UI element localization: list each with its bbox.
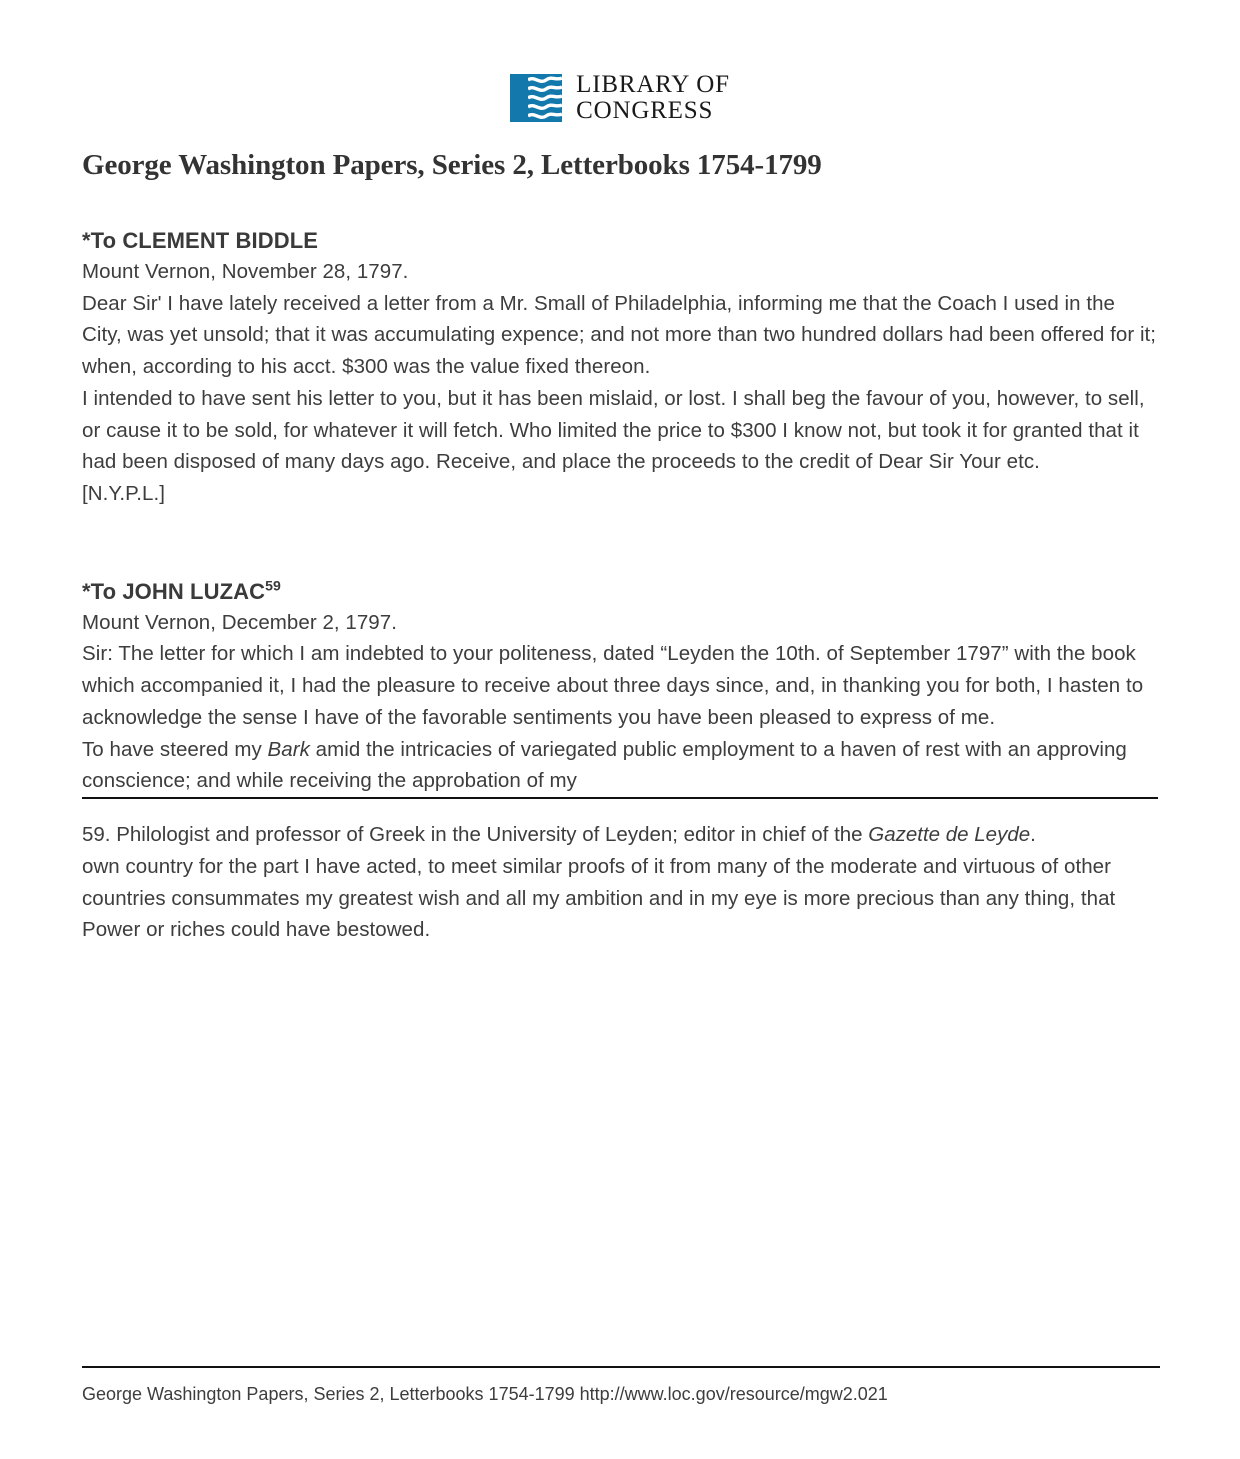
logo-line-1: LIBRARY OF bbox=[576, 71, 730, 98]
dateline-clement-biddle: Mount Vernon, November 28, 1797. bbox=[82, 259, 409, 283]
page-title: George Washington Papers, Series 2, Letterbooks 1754-1799 bbox=[82, 149, 822, 181]
bark-paragraph bbox=[82, 734, 1158, 798]
page-footer bbox=[82, 1366, 1160, 1407]
bark-italic-term: Bark bbox=[267, 737, 310, 761]
footnote-text-before: 59. Philologist and professor of Greek in the University of Leyden; editor in chief of the bbox=[82, 823, 869, 847]
library-of-congress-flag-icon bbox=[510, 74, 562, 122]
letter-paragraph: Sir: The letter for which I am indebted to your politeness, dated “Leyden the 10th. of September 1797” with the book which accompanied it, I had the pleasure to receive about three days since, and, in thanking you for both, I hasten to acknowledge the sense I have of the favorable sentiments you have been pleased to express of me. bbox=[82, 642, 1144, 729]
continuation-paragraph: own country for the part I have acted, to meet similar proofs of it from many of the moderate and virtuous of other countries consummates my greatest wish and all my ambition and in my eye is more precious than any thing, that Power or riches could have bestowed. bbox=[82, 854, 1116, 942]
logo-group bbox=[510, 72, 730, 123]
letter-paragraph: I intended to have sent his letter to you, but it has been mislaid, or lost. I shall beg the favour of you, however, to sell, or cause it to be sold, for whatever it will fetch. Who limited the price to $300 I know not, but took it for granted that it had been disposed of many days ago. Receive, and place the proceeds to the credit of Dear Sir Your etc. bbox=[82, 386, 1145, 474]
dateline-john-luzac: Mount Vernon, December 2, 1797. bbox=[82, 610, 397, 634]
logo-line-2: CONGRESS bbox=[576, 96, 714, 124]
letter-heading-john-luzac bbox=[82, 578, 1158, 607]
letter-paragraph: Dear Sir' I have lately received a letter from a Mr. Small of Philadelphia, informing me that the Coach I used in the City, was yet unsold; that it was accumulating expence; and not more than two hundred dollars had been offered for it; when, according to his acct. $300 was the value fixed thereon. bbox=[82, 291, 1157, 379]
logo-wordmark bbox=[576, 72, 730, 123]
footnote-text-after: . bbox=[1030, 823, 1036, 847]
library-of-congress-logo bbox=[82, 0, 1158, 123]
footnote-59 bbox=[82, 799, 1158, 851]
letter-heading-text: *To JOHN LUZAC bbox=[82, 578, 266, 604]
bark-paragraph-after: amid the intricacies of variegated public employment to a haven of rest with an approving conscience; and while receiving the approbation of my bbox=[82, 737, 1127, 793]
letter-heading-clement-biddle: *To CLEMENT BIDDLE bbox=[82, 228, 319, 254]
footer-citation: George Washington Papers, Series 2, Letterbooks 1754-1799 http://www.loc.gov/resource/mgw2.021 bbox=[82, 1383, 888, 1404]
bark-paragraph-before: To have steered my bbox=[82, 737, 268, 761]
footnote-reference-59: 59 bbox=[265, 577, 281, 594]
footnote-italic-title: Gazette de Leyde bbox=[868, 823, 1031, 847]
letter-source-citation: [N.Y.P.L.] bbox=[82, 482, 165, 506]
